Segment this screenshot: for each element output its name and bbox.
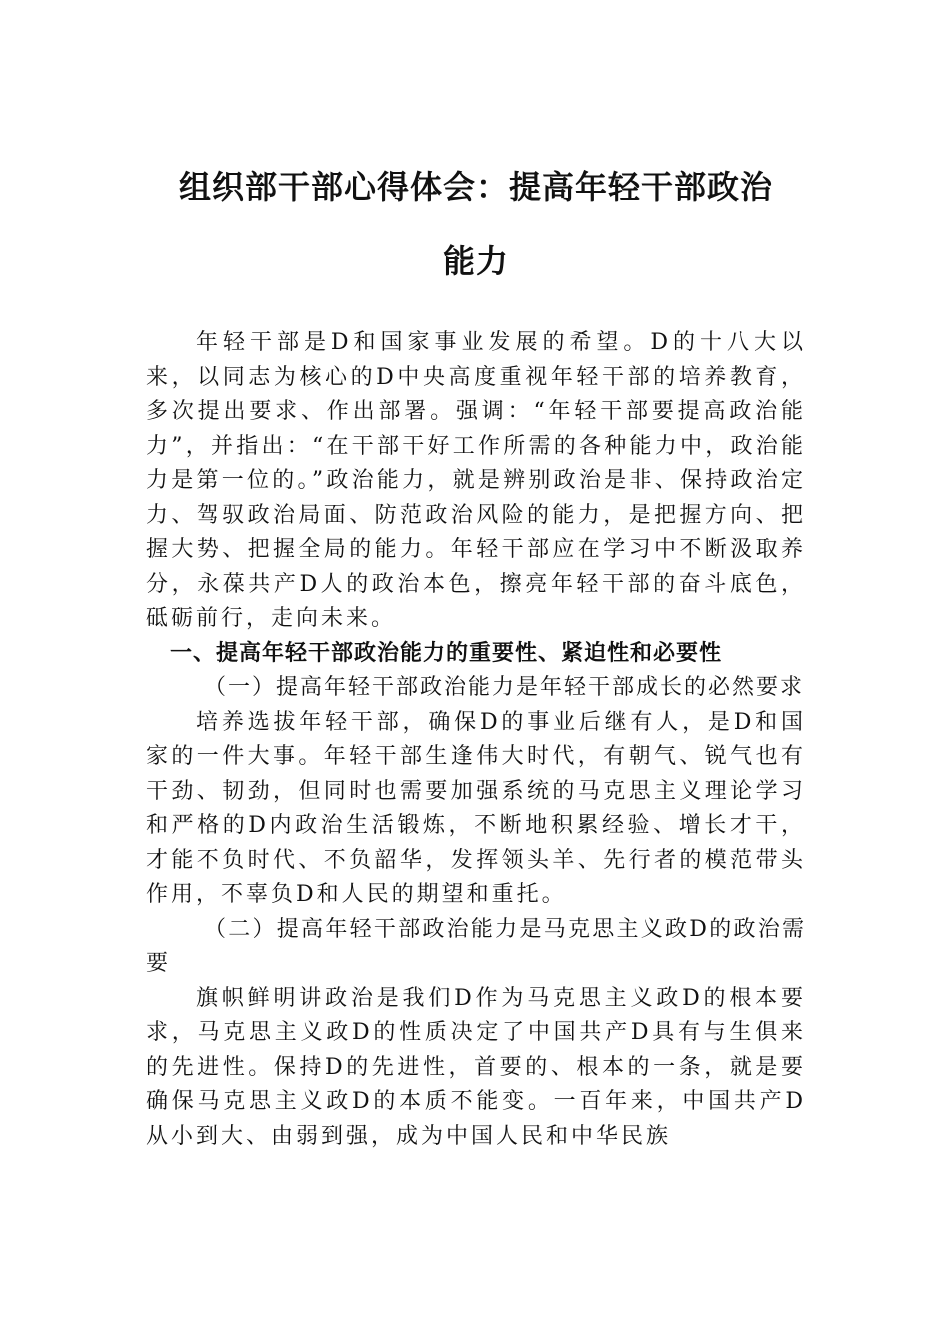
document-page [146, 150, 806, 1154]
section-1-heading: 一、提高年轻干部政治能力的重要性、紧迫性和必要性 [170, 640, 723, 666]
subsection-2-heading: （二）提高年轻干部政治能力是马克思主义政D的政治需要 [146, 916, 806, 976]
subsection-1-heading: （一）提高年轻干部政治能力是年轻干部成长的必然要求 [204, 675, 805, 700]
intro-paragraph: 年轻干部是D和国家事业发展的希望。D的十八大以来，以同志为核心的D中央高度重视年轻干部的培养教育，多次提出要求、作出部署。强调：“年轻干部要提高政治能力”，并指出：“在干部干好工作所需的各种能力中，政治能力是第一位的。”政治能力，就是辨别政治是非、保持政治定力、驾驭政治局面、防范政治风险的能力，是把握方向、把握大势、把握全局的能力。年轻干部应在学习中不断汲取养分，永葆共产D人的政治本色，擦亮年轻干部的奋斗底色，砥砺前行，走向未来。 [146, 330, 806, 631]
title-line-1: 组织部干部心得体会：提高年轻干部政治 [178, 168, 773, 206]
title-line-2: 能力 [442, 242, 509, 280]
document-title [146, 150, 806, 298]
subsection-1-body: 培养选拔年轻干部，确保D的事业后继有人，是D和国家的一件大事。年轻干部生逢伟大时代，有朝气、锐气也有干劲、韧劲，但同时也需要加强系统的马克思主义理论学习和严格的D内政治生活锻炼，不断地积累经验、增长才干，才能不负时代、不负韶华，发挥领头羊、先行者的模范带头作用，不辜负D和人民的期望和重托。 [146, 709, 806, 907]
title-spacer [146, 298, 806, 326]
subsection-2-body: 旗帜鲜明讲政治是我们D作为马克思主义政D的根本要求，马克思主义政D的性质决定了中国共产D具有与生俱来的先进性。保持D的先进性，首要的、根本的一条，就是要确保马克思主义政D的本质不能变。一百年来，中国共产D从小到大、由弱到强，成为中国人民和中华民族 [146, 985, 806, 1149]
